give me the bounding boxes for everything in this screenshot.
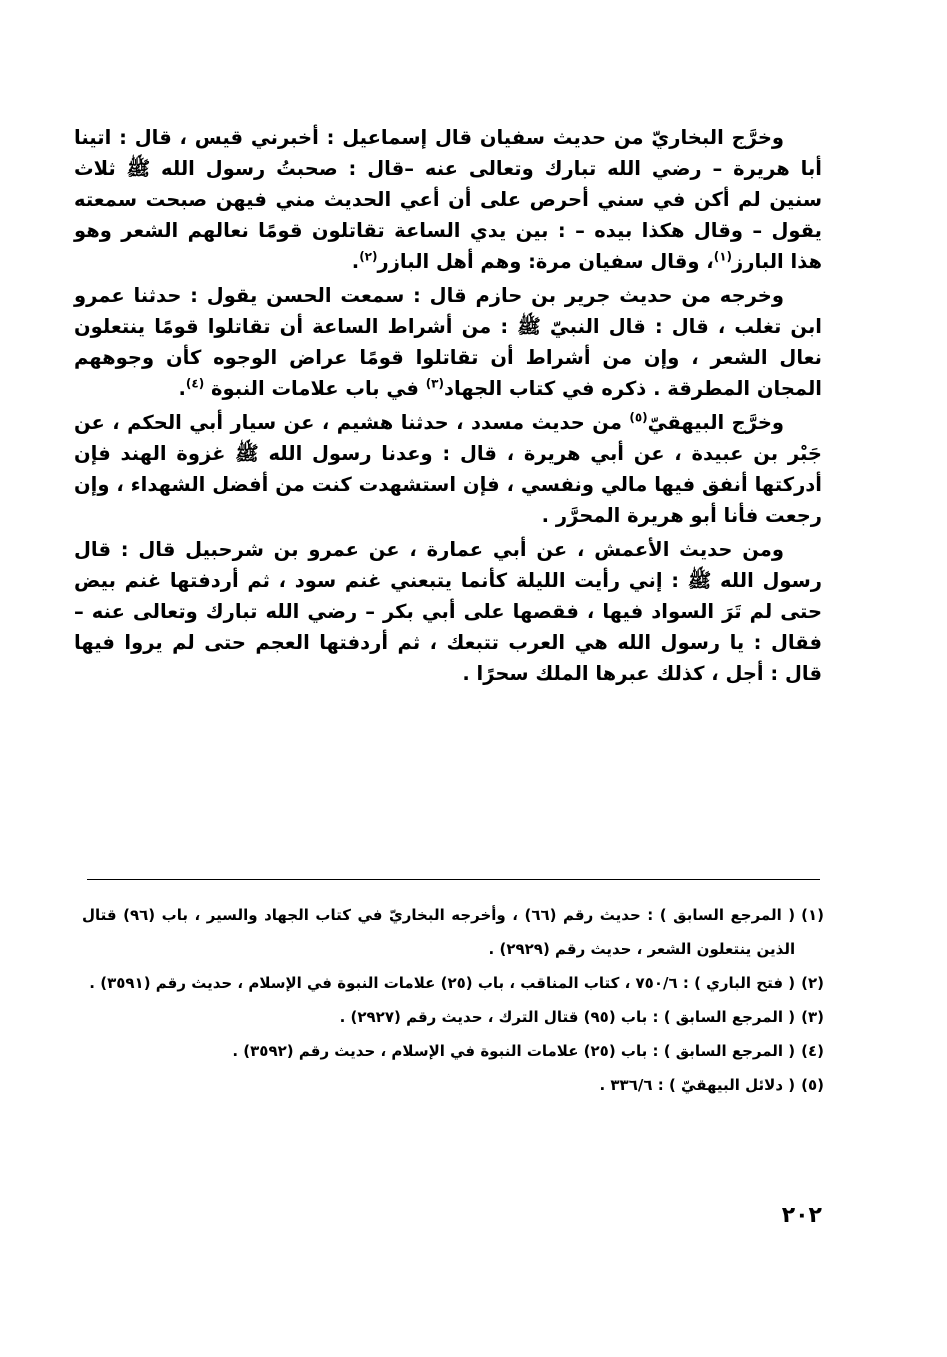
footnote-text: ( فتح الباري ) : ٧٥٠/٦ ، كتاب المناقب ، باب (٢٥) علامات النبوة في الإسلام ، حديث رقم (٣٥٩١) . bbox=[89, 974, 796, 992]
footnote-item bbox=[82, 1034, 824, 1068]
footnote-item bbox=[82, 1000, 824, 1034]
footnote-item bbox=[82, 898, 824, 966]
footnote-divider bbox=[87, 879, 820, 880]
paragraph bbox=[74, 122, 822, 277]
paragraph bbox=[74, 534, 822, 689]
paragraph-text: في باب علامات النبوة bbox=[204, 377, 426, 400]
footnote-ref: (٤) bbox=[185, 376, 205, 391]
paragraph-text: ومن حديث الأعمش ، عن أبي عمارة ، عن عمرو بن شرحبيل قال : قال رسول الله ﷺ : إني رأيت الليلة كأنما يتبعني غنم سود ، ثم أردفتها غنم بيض حتى لم تَرَ السواد فيها ، فقصها على أبي بكر – رضي الله تبارك وتعالى عنه – فقال : يا رسول الله هي العرب تتبعك ، ثم أردفتها العجم حتى لم يروا فيها قال : أجل ، كذلك عبرها الملك سحرًا . bbox=[74, 538, 822, 685]
footnote-number: (١) bbox=[801, 906, 824, 924]
paragraph bbox=[74, 280, 822, 404]
footnote-number: (٢) bbox=[801, 974, 824, 992]
paragraph-text: . bbox=[178, 377, 186, 400]
footnote-text: ( المرجع السابق ) : باب (٢٥) علامات النبوة في الإسلام ، حديث رقم (٣٥٩٢) . bbox=[232, 1042, 796, 1060]
footnote-ref: (١) bbox=[713, 249, 732, 264]
paragraph-text: . bbox=[351, 250, 360, 273]
page-number: ٢٠٢ bbox=[781, 1203, 822, 1228]
footnotes bbox=[82, 898, 824, 1102]
footnote-text: ( المرجع السابق ) : باب (٩٥) قتال الترك ، حديث رقم (٢٩٢٧) . bbox=[339, 1008, 796, 1026]
paragraph-text: وخرَّج البيهقيّ bbox=[647, 411, 784, 434]
footnote-ref: (٢) bbox=[359, 249, 378, 264]
paragraph-text: ، وقال سفيان مرة: وهم أهل البازر bbox=[377, 250, 714, 273]
footnote-ref: (٣) bbox=[425, 376, 444, 391]
paragraph-text: من حديث مسدد ، حدثنا هشيم ، عن سيار أبي الحكم ، عن جَبْر بن عبيدة ، عن أبي هريرة ، قال : وعدنا رسول الله ﷺ غزوة الهند فإن أدركتها أنفق فيها مالي ونفسي ، فإن استشهدت كنت من أفضل الشهداء ، وإن رجعت فأنا أبو هريرة المحرَّر . bbox=[74, 411, 822, 527]
footnote-ref: (٥) bbox=[629, 410, 648, 425]
footnote-item bbox=[82, 1068, 824, 1102]
footnote-item bbox=[82, 966, 824, 1000]
main-text bbox=[74, 122, 822, 692]
paragraph bbox=[74, 407, 822, 531]
footnote-text: ( دلائل البيهقيّ ) : ٣٣٦/٦ . bbox=[599, 1076, 796, 1094]
footnote-number: (٤) bbox=[801, 1042, 824, 1060]
footnote-number: (٣) bbox=[801, 1008, 824, 1026]
footnote-number: (٥) bbox=[801, 1076, 824, 1094]
footnote-text: ( المرجع السابق ) : حديث رقم (٦٦) ، وأخرجه البخاريّ في كتاب الجهاد والسير ، باب (٩٦) قتال الذين ينتعلون الشعر ، حديث رقم (٢٩٢٩) . bbox=[82, 906, 796, 958]
paragraph-text: وخرجه من حديث جرير بن حازم قال : سمعت الحسن يقول : حدثنا عمرو ابن تغلب ، قال : قال النبيّ ﷺ : من أشراط الساعة أن تقاتلوا قومًا ينتعلون نعال الشعر ، وإن من أشراط أن تقاتلوا قومًا عراض الوجوه كأن وجوههم المجان المطرقة . ذكره في كتاب الجهاد bbox=[74, 284, 822, 400]
paragraph-text: وخرَّج البخاريّ من حديث سفيان قال إسماعيل : أخبرني قيس ، قال : اتينا أبا هريرة – رضي الله تبارك وتعالى عنه –قال : صحبتُ رسول الله ﷺ ثلاث سنين لم أكن في سني أحرص على أن أعي الحديث مني فيهن صبحت سمعته يقول – وقال هكذا بيده – : بين يدي الساعة تقاتلون قومًا نعالهم الشعر وهو هذا البارز bbox=[74, 126, 822, 273]
